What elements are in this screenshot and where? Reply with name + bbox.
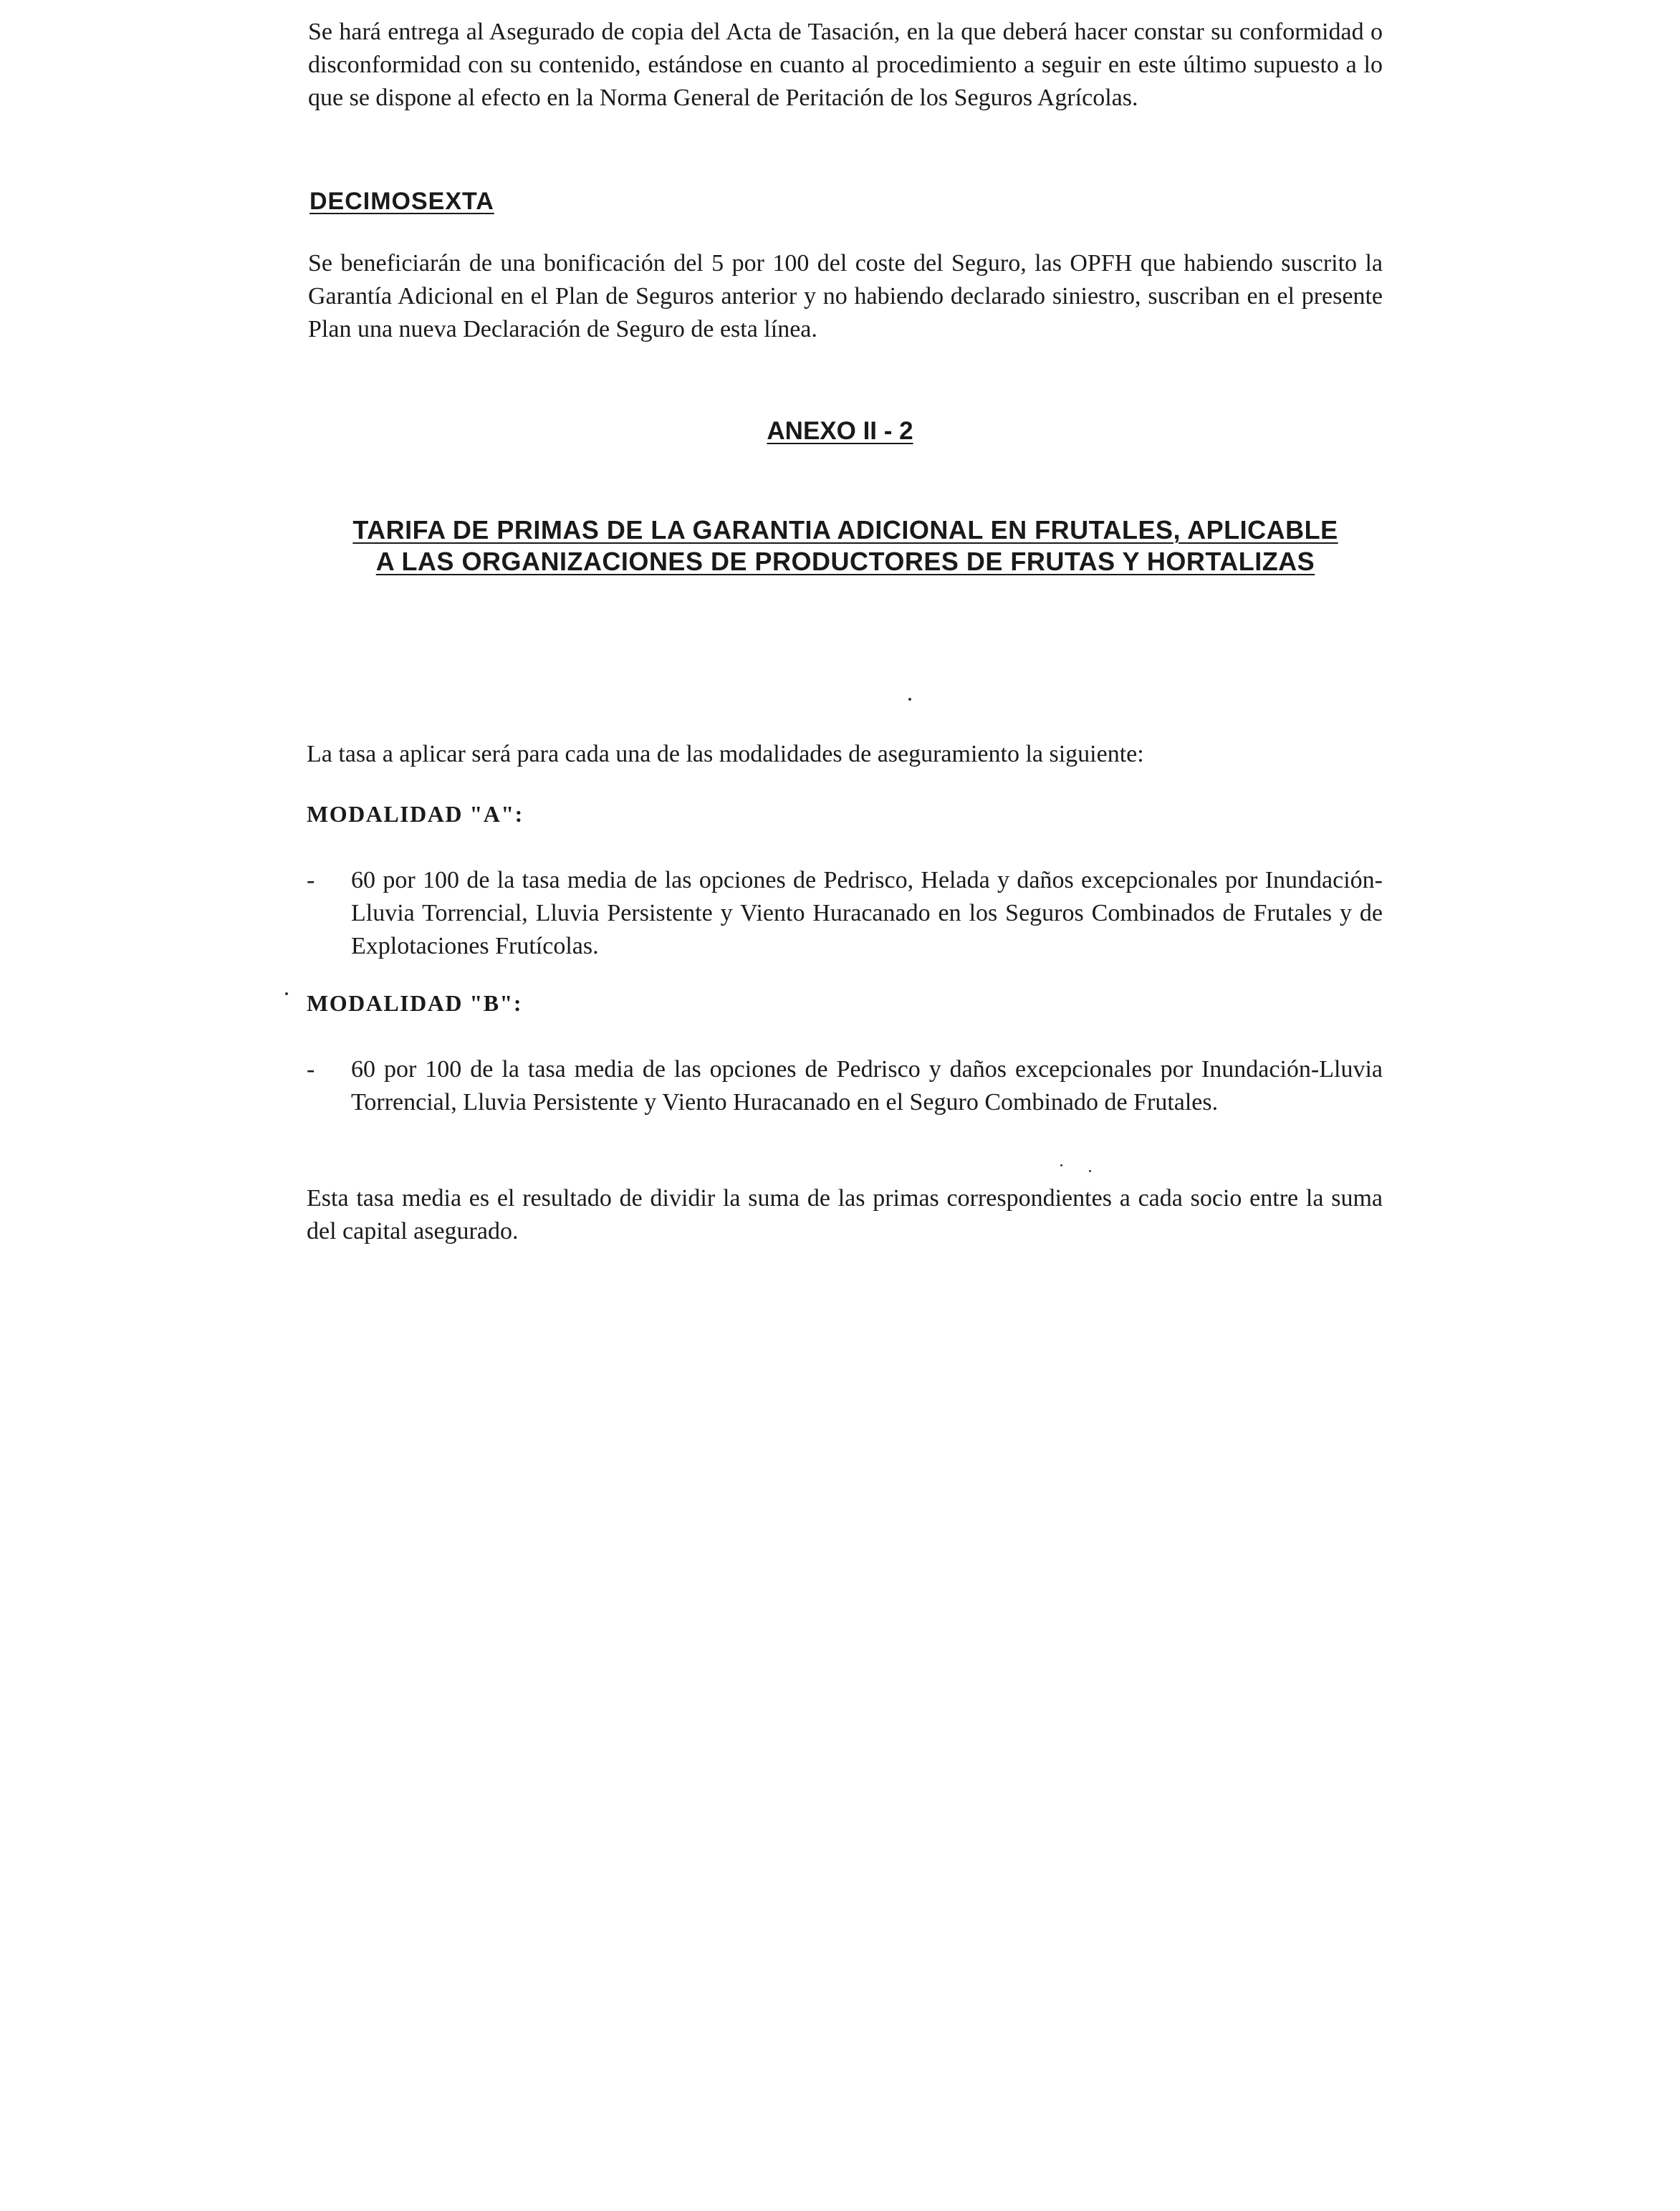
modalidad-b-heading: MODALIDAD "B":	[307, 990, 522, 1016]
modalidad-a-item	[307, 864, 1383, 963]
tarifa-heading	[308, 514, 1383, 577]
intro-paragraph: Se hará entrega al Asegurado de copia del Acta de Tasación, en la que deberá hacer constar su conformidad o disconformidad con su contenido, estándose en cuanto al procedimiento a seguir en este último supuesto a lo que se dispone al efecto en la Norma General de Peritación de los Seguros Agrícolas.	[308, 19, 1383, 111]
scan-speck	[285, 992, 288, 995]
scan-speck	[908, 698, 911, 701]
decimosexta-heading: DECIMOSEXTA	[309, 188, 494, 215]
scan-speck	[1060, 1164, 1062, 1166]
bonificacion-paragraph: Se beneficiarán de una bonificación del 5 por 100 del coste del Seguro, las OPFH que habiendo suscrito la Garantía Adicional en el Plan de Seguros anterior y no habiendo declarado siniestro, suscriban en el presente Plan una nueva Declaración de Seguro de esta línea.	[308, 250, 1383, 342]
bullet-dash: -	[307, 867, 315, 893]
tasa-intro-paragraph: La tasa a aplicar será para cada una de las modalidades de aseguramiento la siguiente:	[307, 741, 1144, 767]
anexo-heading: ANEXO II - 2	[767, 417, 913, 445]
bullet-dash: -	[307, 1056, 315, 1083]
tarifa-heading-line1: TARIFA DE PRIMAS DE LA GARANTIA ADICIONAL EN FRUTALES, APLICABLE	[352, 515, 1338, 545]
tasa-media-paragraph: Esta tasa media es el resultado de dividir la suma de las primas correspondientes a cada socio entre la suma del capital asegurado.	[307, 1185, 1383, 1244]
scan-speck	[1089, 1170, 1091, 1172]
modalidad-a-text: 60 por 100 de la tasa media de las opciones de Pedrisco, Helada y daños excepcionales por Inundación-Lluvia Torrencial, Lluvia Persistente y Viento Huracanado en los Seguros Combinados de Frutales y de Explotaciones Frutícolas.	[351, 867, 1383, 959]
modalidad-b-text: 60 por 100 de la tasa media de las opciones de Pedrisco y daños excepcionales por Inundación-Lluvia Torrencial, Lluvia Persistente y Viento Huracanado en el Seguro Combinado de Frutales.	[351, 1056, 1383, 1116]
modalidad-b-item	[307, 1053, 1383, 1119]
tarifa-heading-line2: A LAS ORGANIZACIONES DE PRODUCTORES DE FRUTAS Y HORTALIZAS	[375, 547, 1315, 576]
modalidad-a-heading: MODALIDAD "A":	[307, 801, 524, 827]
